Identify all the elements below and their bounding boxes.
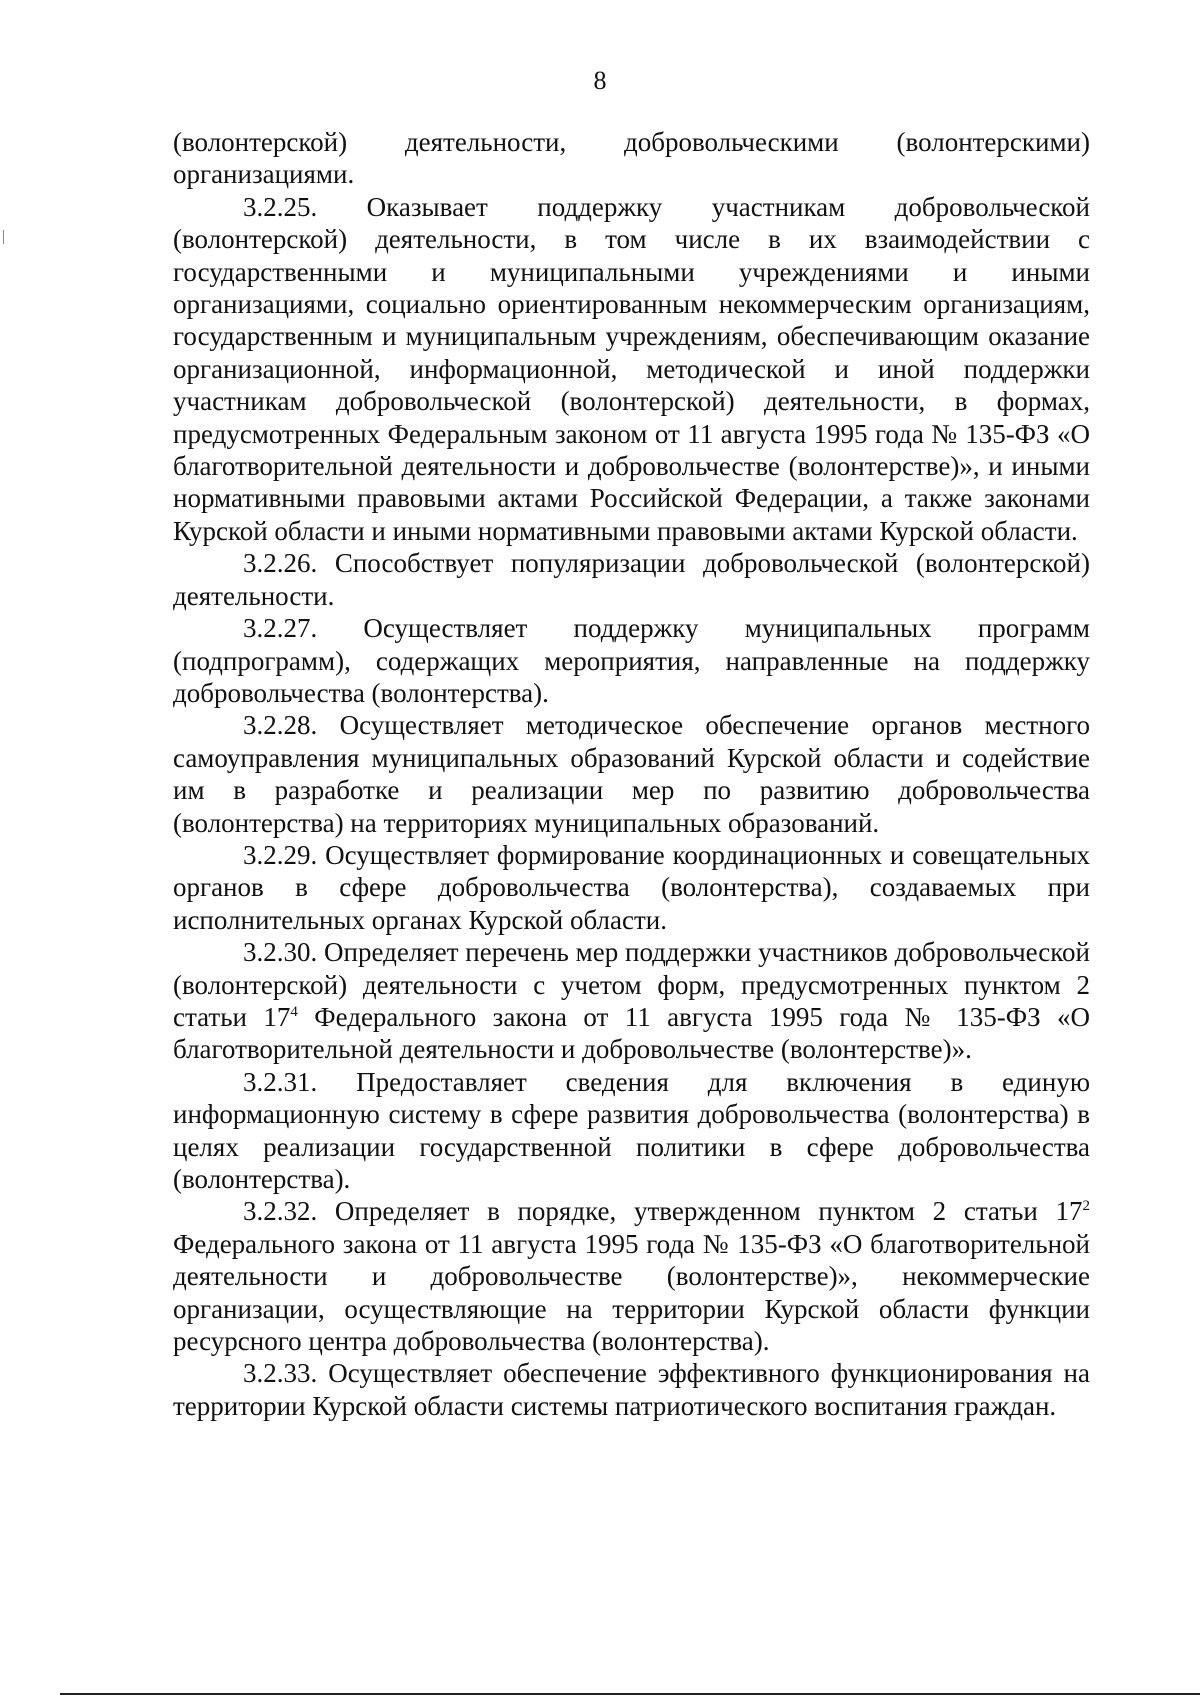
paragraph-3-2-31: 3.2.31. Предоставляет сведения для включения в единую информационную систему в сфере развития добровольчества (волонтерства) в целях реализации государственной политики в сфере добровольчества (волонтерства). [173, 1066, 1090, 1194]
paragraph-text-end: Федерального закона от 11 августа 1995 года № 135-ФЗ «О благотворительной деятельности и добровольчестве (волонтерстве)», некоммерческие организации, осуществляющие на территории Курской области функции ресурсного центра добровольчества (волонтерства). [173, 1228, 1090, 1357]
paragraph-3-2-32 [173, 1195, 1090, 1357]
paragraph-text-start: 3.2.30. Определяет перечень мер поддержки участников добровольческой (волонтерской) деятельности с учетом форм, предусмотренных пунктом 2 статьи 17 [173, 937, 1090, 1032]
paragraph-3-2-29: 3.2.29. Осуществляет формирование координационных и совещательных органов в сфере добровольчества (волонтерства), создаваемых при исполнительных органах Курской области. [173, 839, 1090, 935]
article-superscript: 4 [290, 1003, 298, 1020]
paragraph-3-2-33: 3.2.33. Осуществляет обеспечение эффективного функционирования на территории Курской области системы патриотического воспитания граждан. [173, 1358, 1090, 1421]
document-body [173, 126, 1090, 1422]
article-superscript: 2 [1082, 1198, 1090, 1215]
paragraph-continuation: (волонтерской) деятельности, добровольческими (волонтерскими) организациями. [173, 127, 1090, 190]
paragraph-3-2-28: 3.2.28. Осуществляет методическое обеспечение органов местного самоуправления муниципальных образований Курской области и содействие им в разработке и реализации мер по развитию добровольчества (волонтерства) на территориях муниципальных образований. [173, 710, 1090, 838]
paragraph-3-2-26: 3.2.26. Способствует популяризации добровольческой (волонтерской) деятельности. [173, 548, 1090, 611]
page-number: 8 [593, 66, 607, 95]
paragraph-text-end: Федерального закона от 11 августа 1995 года № 135-ФЗ «О благотворительной деятельности и добровольчестве (волонтерстве)». [173, 1001, 1091, 1065]
scan-bottom-edge [60, 1693, 1200, 1695]
scan-margin-mark [3, 230, 4, 244]
paragraph-text-start: 3.2.32. Определяет в порядке, утвержденном пунктом 2 статьи 17 [243, 1196, 1083, 1227]
paragraph-3-2-27: 3.2.27. Осуществляет поддержку муниципальных программ (подпрограмм), содержащих мероприятия, направленные на поддержку добровольчества (волонтерства). [173, 613, 1090, 708]
paragraph-3-2-30 [173, 936, 1090, 1066]
paragraph-3-2-25: 3.2.25. Оказывает поддержку участникам добровольческой (волонтерской) деятельности, в том числе в их взаимодействии с государственными и муниципальными учреждениями и иными организациями, социально ориентированным некоммерческим организациям, государственным и муниципальным учреждениям, обеспечивающим оказание организационной, информационной, методической и иной поддержки участникам добровольческой (волонтерской) деятельности, в формах, предусмотренных Федеральным законом от 11 августа 1995 года № 135-ФЗ «О благотворительной деятельности и добровольчестве (волонтерстве)», и иными нормативными правовыми актами Российской Федерации, а также законами Курской области и иными нормативными правовыми актами Курской области. [173, 191, 1090, 546]
